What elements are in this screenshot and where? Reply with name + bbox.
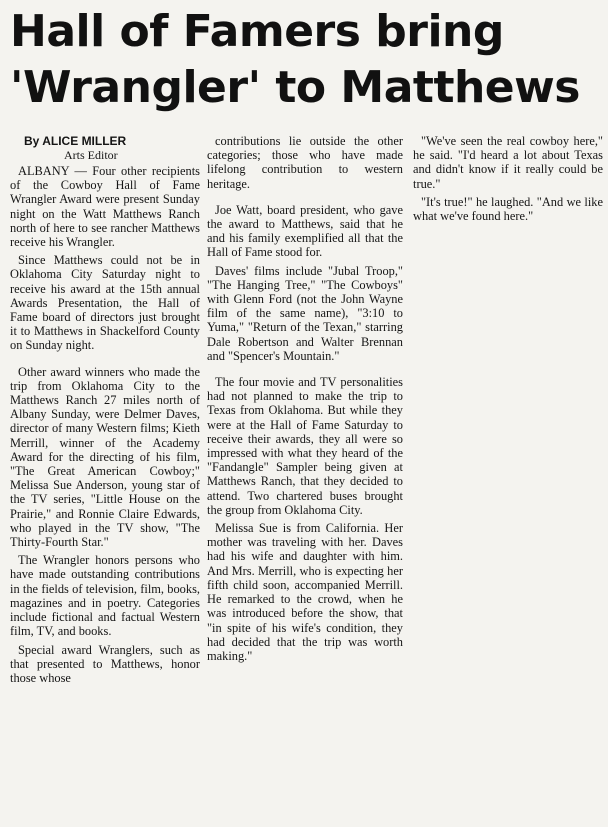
paragraph: Joe Watt, board president, who gave the award to Matthews, said that he and his family exemplified all that the Hall of Fame stood for. — [207, 202, 403, 260]
article-column-3 — [413, 134, 603, 227]
headline-line-2: 'Wrangler' to Matthews — [10, 62, 580, 113]
paragraph: Melissa Sue is from California. Her mother was traveling with her. Daves had his wife and daughter with him. And Mrs. Merrill, who is expecting her fifth child soon, accompanied Merrill. He remarked to the crowd, when he was introduced before the show, that "in spite of his wife's condition, they had decided that the trip was worth making." — [207, 521, 403, 663]
paragraph: Special award Wranglers, such as that presented to Matthews, honor those whose — [10, 642, 200, 685]
byline-role: Arts Editor — [64, 148, 118, 162]
paragraph: ALBANY — Four other recipients of the Cowboy Hall of Fame Wrangler Award were present Sunday night on the Watt Matthews Ranch north of here to see rancher Matthews receive his Wrangler. — [10, 164, 200, 250]
article-column-1 — [10, 134, 200, 689]
paragraph: "It's true!" he laughed. "And we like what we've found here." — [413, 194, 603, 224]
paragraph: The four movie and TV personalities had not planned to make the trip to Texas from Oklahoma. But while they were at the Hall of Fame Saturday to receive their awards, they all were so impressed with what they heard of the "Fandangle" Sampler being given at Matthews Ranch, that they decided to attend. Two chartered buses brought the group from Oklahoma City. — [207, 375, 403, 517]
headline — [10, 4, 598, 116]
headline-line-1: Hall of Famers bring — [10, 6, 504, 57]
paragraph: contributions lie outside the other categories; those who have made lifelong contribution to western heritage. — [207, 134, 403, 191]
paragraph: Since Matthews could not be in Oklahoma City Saturday night to receive his award at the 15th annual Awards Presentation, the Hall of Fame board of directors just brought it to Matthews in Shackelford County on Sunday night. — [10, 253, 200, 353]
paragraph: Daves' films include "Jubal Troop," "The Hanging Tree," "The Cowboys" with Glenn Ford (not the John Wayne film of the same name), "3:10 to Yuma," "Return of the Texan," starring Dale Robertson and Walter Brennan and "Spencer's Mountain." — [207, 263, 403, 363]
article-column-2 — [207, 134, 403, 667]
paragraph: "We've seen the real cowboy here," he said. "I'd heard a lot about Texas and didn't know if it really could be true." — [413, 134, 603, 191]
paragraph: Other award winners who made the trip from Oklahoma City to the Matthews Ranch 27 miles north of Albany Sunday, were Delmer Daves, director of many Western films; Kieth Merrill, winner of the Academy Award for the directing of his film, "The Great American Cowboy;" Melissa Sue Anderson, young star of the TV series, "Little House on the Prairie," and Ronnie Claire Edwards, who played in the TV show, "The Thirty-Fourth Star." — [10, 364, 200, 550]
paragraph: The Wrangler honors persons who have made outstanding contributions in the fields of television, film, books, magazines and in poetry. Categories include fictional and factual Western film, TV, and books. — [10, 553, 200, 639]
byline-author: By ALICE MILLER — [24, 134, 127, 148]
